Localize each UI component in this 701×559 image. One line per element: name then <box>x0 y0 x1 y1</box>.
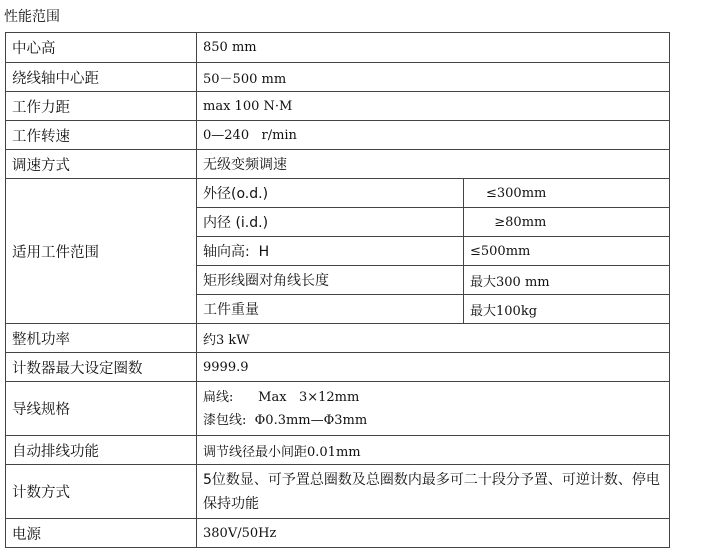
row-label: 调速方式 <box>6 150 197 179</box>
row-label: 绕线轴中心距 <box>6 63 197 92</box>
row-value <box>197 382 670 436</box>
table-row <box>6 519 670 548</box>
row-value: 50－500 mm <box>197 63 670 92</box>
row-value: 9999.9 <box>197 353 670 382</box>
workpiece-item-value: ≥80mm <box>464 208 670 237</box>
performance-table <box>5 32 670 548</box>
row-label: 计数器最大设定圈数 <box>6 353 197 382</box>
table-row <box>6 150 670 179</box>
row-label: 导线规格 <box>6 382 197 436</box>
wire-spec-enamel: 漆包线: Φ0.3mm—Φ3mm <box>203 412 368 428</box>
table-row <box>6 382 670 436</box>
row-label: 工作力距 <box>6 92 197 121</box>
row-label: 自动排线功能 <box>6 436 197 465</box>
workpiece-item-name: 内径 (i.d.) <box>197 208 464 237</box>
row-value: 无级变频调速 <box>197 150 670 179</box>
row-value: max 100 N·M <box>197 92 670 121</box>
table-row <box>6 436 670 465</box>
workpiece-item-value: 最大300 mm <box>464 266 670 295</box>
table-row <box>6 92 670 121</box>
wire-spec-flat: 扁线: Max 3×12mm <box>203 389 360 405</box>
workpiece-item-value: ≤300mm <box>464 179 670 208</box>
row-value: 调节线径最小间距0.01mm <box>197 436 670 465</box>
row-label: 电源 <box>6 519 197 548</box>
table-row <box>6 33 670 63</box>
workpiece-item-value: 最大100kg <box>464 295 670 324</box>
table-row <box>6 121 670 150</box>
row-label: 计数方式 <box>6 465 197 519</box>
table-row <box>6 324 670 353</box>
row-value: 约3 kW <box>197 324 670 353</box>
workpiece-item-name: 轴向高: H <box>197 237 464 266</box>
table-row <box>6 353 670 382</box>
workpiece-item-value: ≤500mm <box>464 237 670 266</box>
workpiece-item-name: 外径(o.d.) <box>197 179 464 208</box>
row-value: 380V/50Hz <box>197 519 670 548</box>
table-row <box>6 179 670 208</box>
table-row <box>6 465 670 519</box>
workpiece-item-name: 工件重量 <box>197 295 464 324</box>
row-label: 整机功率 <box>6 324 197 353</box>
row-value: 0—240 r/min <box>197 121 670 150</box>
row-label: 中心高 <box>6 33 197 63</box>
workpiece-item-name: 矩形线圈对角线长度 <box>197 266 464 295</box>
row-label: 工作转速 <box>6 121 197 150</box>
row-value: 850 mm <box>197 33 670 63</box>
section-title: 性能范围 <box>4 9 60 25</box>
row-value: 5位数显、可予置总圈数及总圈数内最多可二十段分予置、可逆计数、停电保持功能 <box>197 465 670 519</box>
row-label: 适用工件范围 <box>6 179 197 324</box>
table-row <box>6 63 670 92</box>
